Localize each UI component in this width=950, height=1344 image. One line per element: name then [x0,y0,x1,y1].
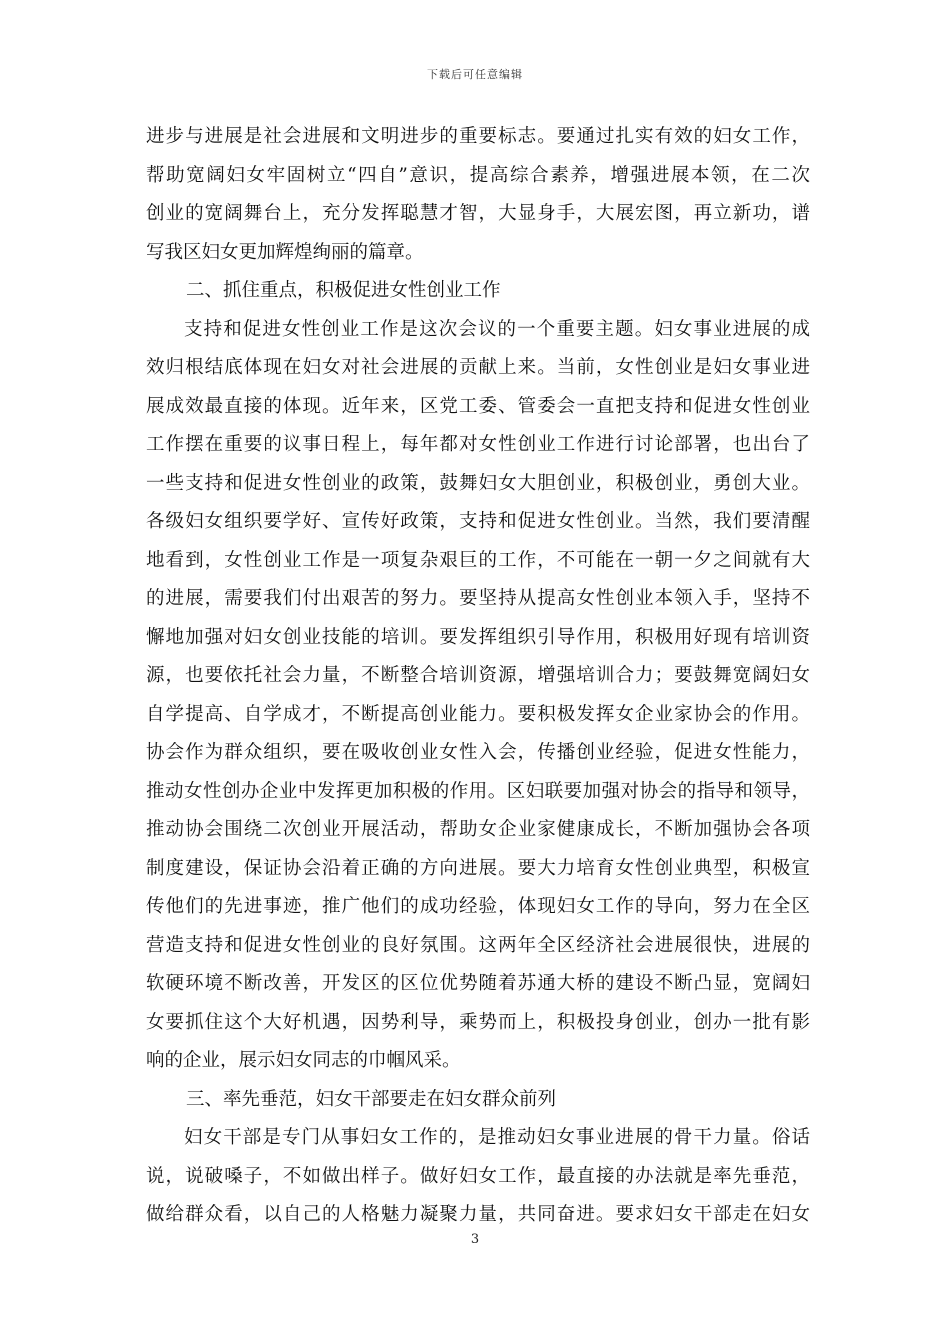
text-line: 说，说破嗓子，不如做出样子。做好妇女工作，最直接的办法就是率先垂范， [146,1165,810,1187]
text-line: 做给群众看，以自己的人格魅力凝聚力量，共同奋进。要求妇女干部走在妇女 [146,1204,810,1225]
text-line: 各级妇女组织要学好、宣传好政策，支持和促进女性创业。当然，我们要清醒 [146,511,810,532]
document-body [146,118,810,1235]
text-line: 支持和促进女性创业工作是这次会议的一个重要主题。妇女事业进展的成 [184,318,810,340]
text-line: 传他们的先进事迹，推广他们的成功经验，体现妇女工作的导向，努力在全区 [146,896,810,917]
text-line: 工作摆在重要的议事日程上，每年都对女性创业工作进行讨论部署，也出台了 [146,434,810,455]
text-line: 的进展，需要我们付出艰苦的努力。要坚持从提高女性创业本领入手，坚持不 [146,588,810,609]
text-line: 女要抓住这个大好机遇，因势利导，乘势而上，积极投身创业，创办一批有影 [146,1011,810,1033]
text-line: 创业的宽阔舞台上，充分发挥聪慧才智，大显身手，大展宏图，再立新功，谱 [146,203,810,224]
text-line: 营造支持和促进女性创业的良好氛围。这两年全区经济社会进展很快，进展的 [146,934,810,956]
text-line: 一些支持和促进女性创业的政策，鼓舞妇女大胆创业，积极创业，勇创大业。 [146,472,810,494]
text-line: 展成效最直接的体现。近年来，区党工委、管委会一直把支持和促进女性创业 [146,395,810,417]
text-line: 推动协会围绕二次创业开展活动，帮助女企业家健康成长，不断加强协会各项 [146,819,810,840]
text-line: 效归根结底体现在妇女对社会进展的贡献上来。当前，女性创业是妇女事业进 [146,357,810,378]
page-header: 下载后可任意编辑 [427,68,523,81]
text-line: 软硬环境不断改善，开发区的区位优势随着苏通大桥的建设不断凸显，宽阔妇 [146,973,810,994]
text-line: 响的企业，展示妇女同志的巾帼风采。 [146,1050,461,1071]
text-line: 制度建设，保证协会沿着正确的方向进展。要大力培育女性创业典型，积极宣 [146,857,810,879]
text-line: 妇女干部是专门从事妇女工作的，是推动妇女事业进展的骨干力量。俗话 [184,1127,810,1148]
text-line: 写我区妇女更加辉煌绚丽的篇章。 [146,241,424,263]
text-line: 自学提高、自学成才，不断提高创业能力。要积极发挥女企业家协会的作用。 [146,703,810,725]
section-heading: 三、率先垂范，妇女干部要走在妇女群众前列 [186,1088,557,1110]
text-line: 进步与进展是社会进展和文明进步的重要标志。要通过扎实有效的妇女工作， [146,126,810,147]
text-line: 帮助宽阔妇女牢固树立“四自”意识，提高综合素养，增强进展本领，在二次 [146,164,810,186]
text-line: 源，也要依托社会力量，不断整合培训资源，增强培训合力；要鼓舞宽阔妇女 [146,665,810,686]
text-line: 协会作为群众组织，要在吸收创业女性入会，传播创业经验，促进女性能力， [146,742,810,763]
page-number: 3 [470,1232,480,1247]
section-heading: 二、抓住重点，积极促进女性创业工作 [186,280,501,301]
text-line: 地看到，女性创业工作是一项复杂艰巨的工作，不可能在一朝一夕之间就有大 [146,549,810,571]
text-line: 推动女性创办企业中发挥更加积极的作用。区妇联要加强对协会的指导和领导， [146,780,810,802]
text-line: 懈地加强对妇女创业技能的培训。要发挥组织引导作用，积极用好现有培训资 [146,626,810,648]
